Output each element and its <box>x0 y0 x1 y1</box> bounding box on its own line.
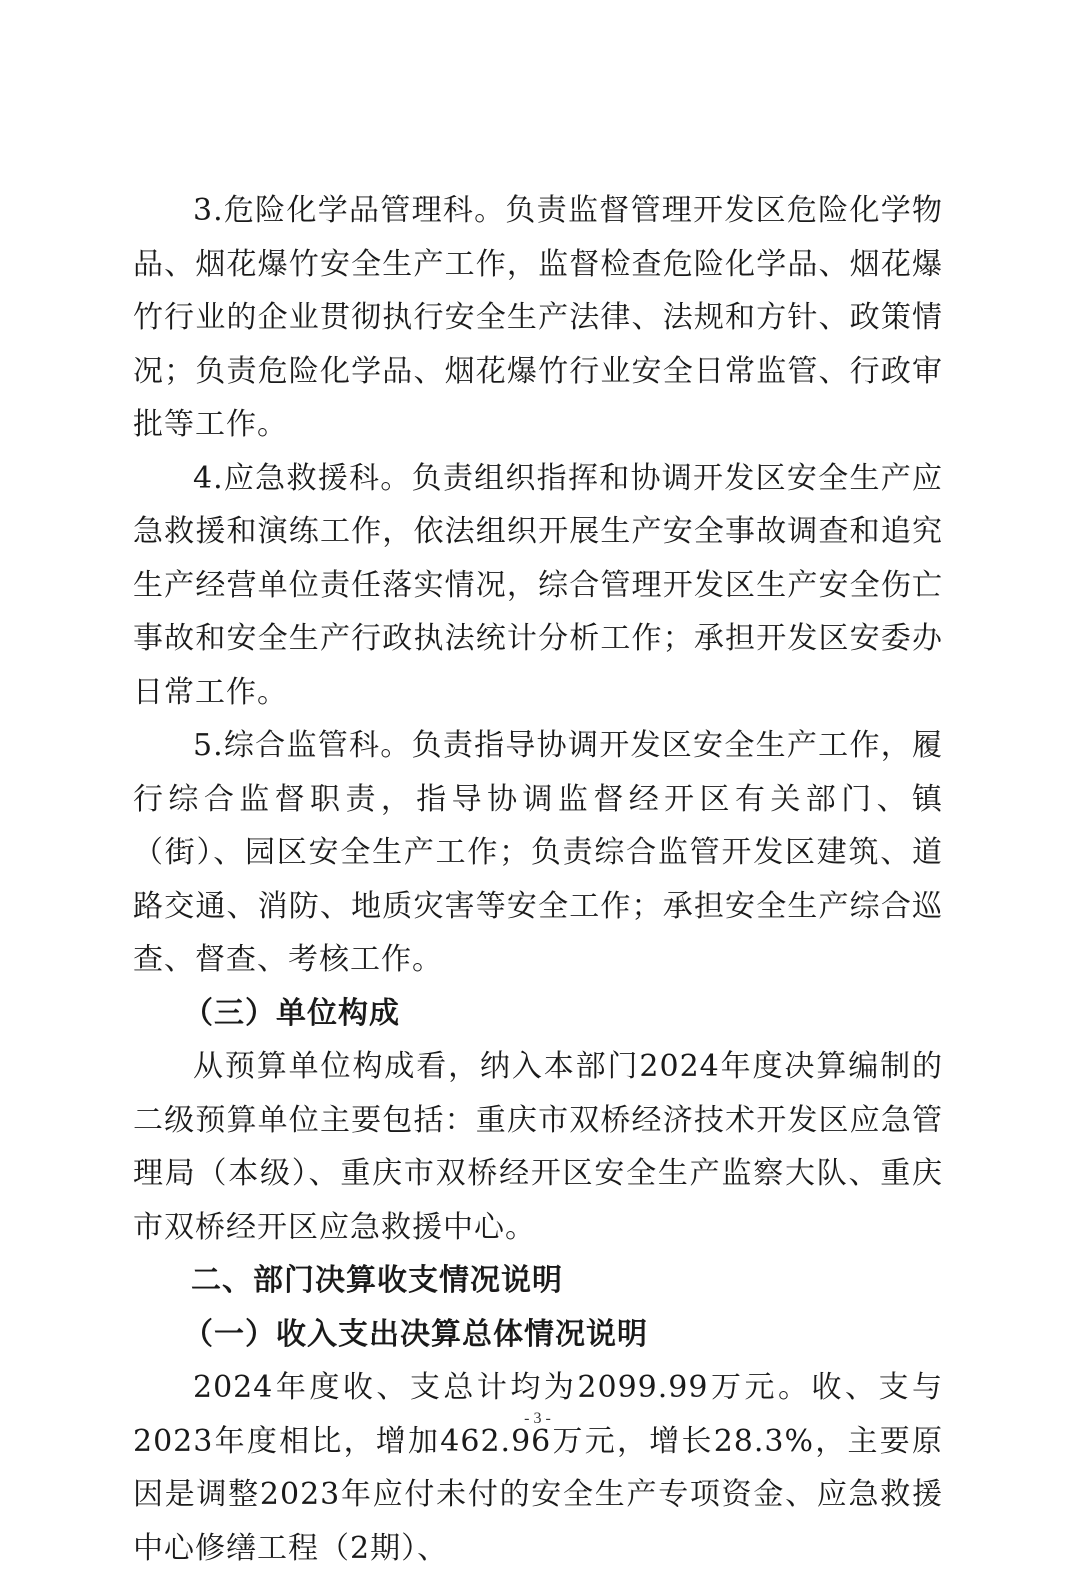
section-heading-overall-income-expenditure: （一）收入支出决算总体情况说明 <box>183 1316 648 1352</box>
page-content <box>133 184 943 1575</box>
paragraph-overall-income-expenditure: 2024年度收、支总计均为2099.99万元。收、支与2023年度相比，增加462.96万元，增长28.3%，主要原因是调整2023年应付未付的安全生产专项资金、应急救援中心修缮工程（2期）、 <box>133 1370 943 1566</box>
paragraph-unit-composition: 从预算单位构成看，纳入本部门2024年度决算编制的二级预算单位主要包括：重庆市双桥经济技术开发区应急管理局（本级）、重庆市双桥经开区安全生产监察大队、重庆市双桥经开区应急救援中心。 <box>133 1049 943 1245</box>
paragraph-hazardous-chemicals-section: 3.危险化学品管理科。负责监督管理开发区危险化学物品、烟花爆竹安全生产工作，监督检查危险化学品、烟花爆竹行业的企业贯彻执行安全生产法律、法规和方针、政策情况；负责危险化学品、烟花爆竹行业安全日常监管、行政审批等工作。 <box>133 193 943 442</box>
section-heading-unit-composition: （三）单位构成 <box>183 995 400 1031</box>
part-heading-budget-description: 二、部门决算收支情况说明 <box>191 1263 563 1298</box>
paragraph-comprehensive-supervision-section: 5.综合监管科。负责指导协调开发区安全生产工作，履行综合监督职责，指导协调监督经开区有关部门、镇（街）、园区安全生产工作；负责综合监管开发区建筑、道路交通、消防、地质灾害等安全工作；承担安全生产综合巡查、督查、考核工作。 <box>133 728 943 977</box>
paragraph-emergency-rescue-section: 4.应急救援科。负责组织指挥和协调开发区安全生产应急救援和演练工作，依法组织开展生产安全事故调查和追究生产经营单位责任落实情况，综合管理开发区生产安全伤亡事故和安全生产行政执法统计分析工作；承担开发区安委办日常工作。 <box>133 460 943 710</box>
page-number: - 3 - <box>524 1410 551 1427</box>
